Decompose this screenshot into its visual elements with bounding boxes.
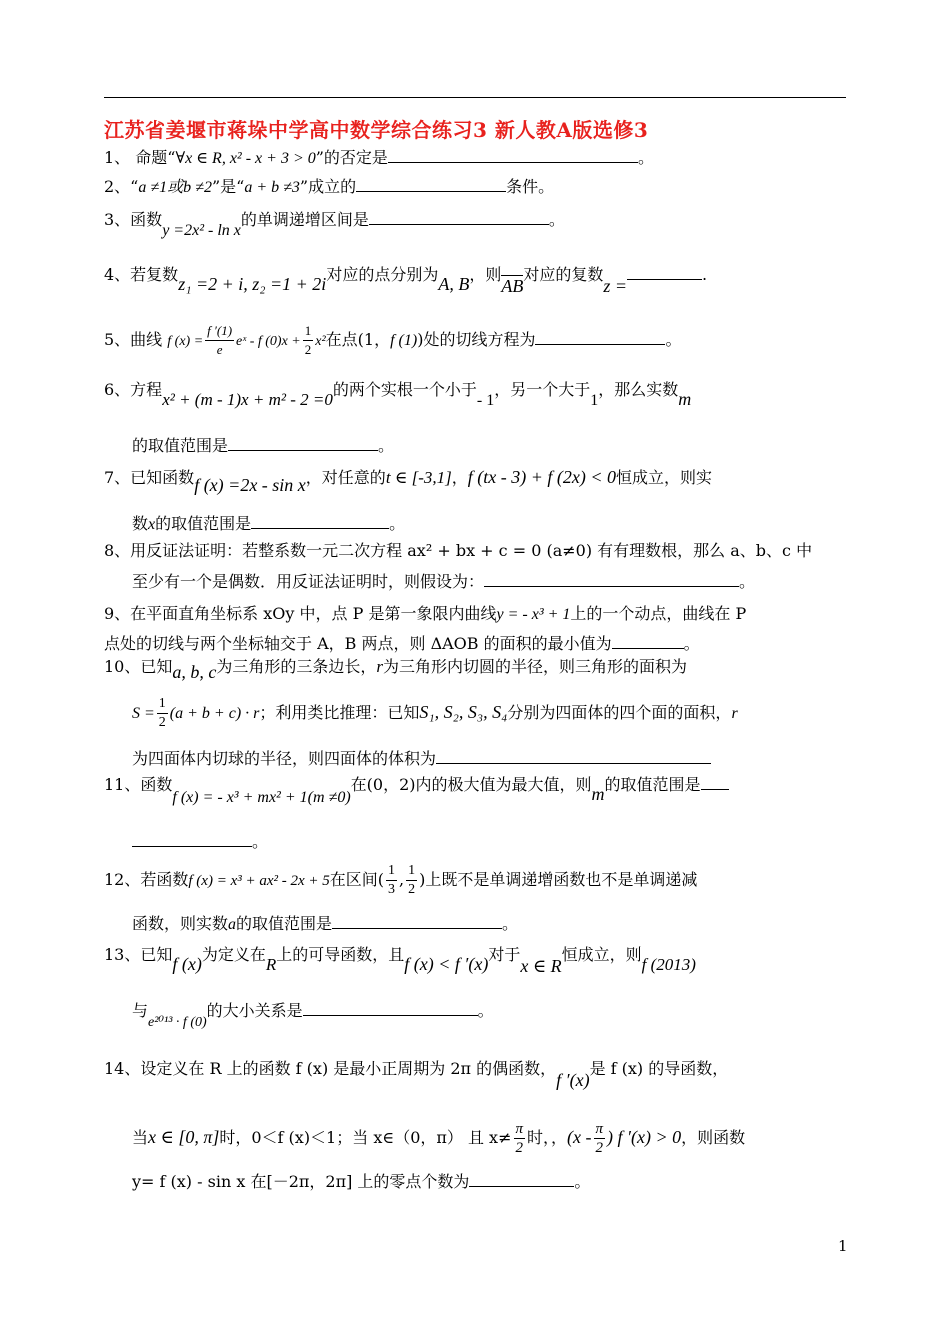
question-7-line-2: 数x的取值范围是 。 [132,514,406,533]
q4-vector-ab: AB [501,276,524,296]
q12-formula: f (x) = x³ + ax² - 2x + 5 [188,873,330,889]
question-14-line-2: 当x ∈ [0, π]时，0＜f (x)＜1；当 x∈（0，π） 且 x≠ $\frac{\pi}{2}$ 时，，(x - $\frac{\pi}{2}$ ) f ′(x) > 0，则函数 [132,1121,746,1156]
q1-text-2: ”的否定是 [315,148,388,167]
q9-answer-blank[interactable] [612,632,684,649]
document-title: 江苏省姜堰市蒋垛中学高中数学综合练习3 新人教A版选修3 [104,118,649,142]
q12-answer-blank[interactable] [332,912,502,929]
question-11: 11、函数f (x) = - x³ + mx² + 1(m ≠0)在(0，2)内的极大值为最大值，则m的取值范围是 [104,773,729,797]
q13-formula: f (x) < f ′(x) [404,954,489,974]
question-3: 3、函数y =2x² - ln x的单调递增区间是 。 [104,210,565,239]
q1-text: 1、 命题“ [104,148,176,167]
q5-answer-blank[interactable] [535,328,665,345]
q4-answer-blank[interactable] [627,263,702,280]
question-14-line-3: y= f (x) - sin x 在[－2π，2π] 上的零点个数为 。 [132,1172,591,1191]
question-14: 14、设定义在 R 上的函数 f (x) 是最小正周期为 2π 的偶函数，f ′(x)是 f (x) 的导函数， [104,1059,729,1090]
question-4: 4、若复数z₁ =2 + i, z₂ =1 + 2i对应的点分别为A, B，则AB对应的复数z =. [104,265,708,296]
q13-answer-blank[interactable] [303,999,478,1016]
q2-formula-1: a ≠1或b ≠2 [138,179,212,196]
question-2: 2、“a ≠1或b ≠2”是“a + b ≠3”成立的 条件。 [104,177,555,196]
q2-formula-2: a + b ≠3 [244,179,300,196]
question-8: 8、用反证法证明：若整系数一元二次方程 ax² + bx + c = 0 (a≠0) 有有理数根，那么 a、b、c 中 [104,541,813,560]
q3-answer-blank[interactable] [369,208,549,225]
question-10-line-2: S = $\frac{1}{2}$ (a + b + c) · r；利用类比推理：已知S₁, S₂, S₃, S₄分别为四面体的四个面的面积，r [132,696,738,730]
question-9: 9、在平面直角坐标系 xOy 中，点 P 是第一象限内曲线y = - x³ + 1上的一个动点，曲线在 P [104,604,747,623]
question-8-line-2: 至少有一个是偶数．用反证法证明时，则假设为： 。 [132,572,756,591]
q11-answer-blank-2[interactable] [132,830,252,847]
q11-formula: f (x) = - x³ + mx² + 1(m ≠0) [172,789,351,806]
question-6: 6、方程x² + (m - 1)x + m² - 2 =0的两个实根一个小于- 1，另一个大于1，那么实数m [104,380,692,409]
q1-formula: ∀x ∈ R, x² - x + 3 > 0 [175,150,316,167]
q6-formula: x² + (m - 1)x + m² - 2 =0 [162,390,333,409]
question-11-line-2: 。 [132,830,268,853]
question-10: 10、已知a, b, c为三角形的三条边长，r为三角形内切圆的半径，则三角形的面积为 [104,657,688,682]
q7-formula: f (x) =2x - sin x [194,475,306,495]
question-5: 5、曲线 f (x) = $\frac{f '(1)}{e}$ eˣ - f (0)x + $\frac{1}{2}$ x²在点(1，f (1))处的切线方程为 。 [104,323,682,357]
question-10-line-3: 为四面体内切球的半径，则四面体的体积为 [132,747,711,770]
question-13-line-2: 与e²⁰¹³ · f (0)的大小关系是 。 [132,1001,494,1030]
question-12: 12、若函数f (x) = x³ + ax² - 2x + 5在区间( $\frac{1}{3}$ , $\frac{1}{2}$ )上既不是单调递增函数也不是单调递减 [104,863,698,897]
q10-answer-blank[interactable] [436,747,711,764]
q14-answer-blank[interactable] [469,1170,574,1187]
question-7: 7、已知函数f (x) =2x - sin x，对任意的t ∈ [-3,1]，f (tx - 3) + f (2x) < 0恒成立，则实 [104,467,713,495]
question-6-line-2: 的取值范围是 。 [132,436,395,455]
q6-answer-blank[interactable] [228,434,378,451]
q9-formula: y = - x³ + 1 [496,606,571,623]
q5-fraction: $\frac{f '(1)}{e}$ [207,323,233,357]
q7-answer-blank[interactable] [251,512,389,529]
q11-answer-blank-1[interactable] [701,773,729,790]
question-13: 13、已知f (x)为定义在R上的可导函数，且f (x) < f ′(x)对于x ∈ R恒成立，则f (2013) [104,945,696,976]
q3-formula: y =2x² - ln x [162,222,241,239]
header-rule [104,97,846,98]
question-9-line-2: 点处的切线与两个坐标轴交于 A，B 两点，则 ΔAOB 的面积的最小值为 。 [104,634,700,653]
q8-answer-blank[interactable] [484,570,739,587]
q2-answer-blank[interactable] [356,175,506,192]
question-1: 1、 命题“∀x ∈ R, x² - x + 3 > 0”的否定是 。 [104,148,654,167]
q4-formula: z₁ =2 + i, z₂ =1 + 2i [178,274,327,294]
page-number: 1 [838,1237,848,1255]
q1-answer-blank[interactable] [388,146,638,163]
question-12-line-2: 函数，则实数a的取值范围是 。 [132,914,519,933]
